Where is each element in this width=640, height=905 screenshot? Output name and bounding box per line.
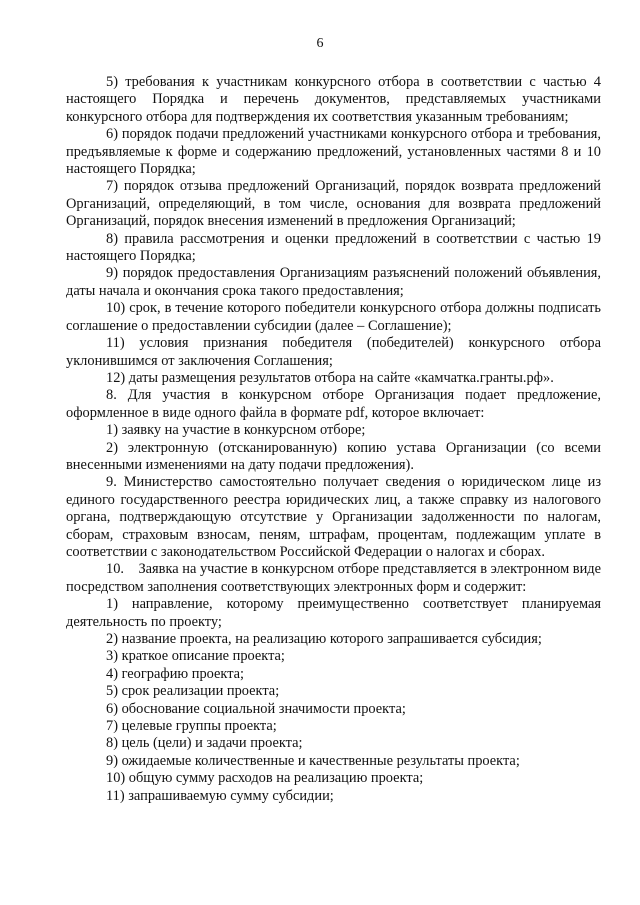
paragraph: 9) порядок предоставления Организациям разъяснений положений объявления, даты начала и окончания срока такого предоставления; (66, 265, 601, 299)
paragraph: 11) запрашиваемую сумму субсидии; (106, 787, 334, 804)
paragraph: 6) порядок подачи предложений участниками конкурсного отбора и требования, предъявляемые к форме и содержанию предложений, установленных частями 8 и 10 настоящего Порядка; (66, 126, 601, 178)
paragraph: 4) географию проекта; (106, 665, 245, 682)
paragraph: 11) условия признания победителя (победителей) конкурсного отбора уклонившимся от заключения Соглашения; (66, 335, 601, 369)
paragraph: 2) название проекта, на реализацию которого запрашивается субсидия; (106, 631, 542, 647)
paragraph: 8) цель (цели) и задачи проекта; (106, 735, 303, 752)
paragraph: 7) порядок отзыва предложений Организаций, порядок возврата предложений Организаций, определяющий, в том числе, основания для возврата предложений Организаций, порядок внесения изменений в предложения Организаций; (66, 178, 601, 230)
paragraph: 5) требования к участникам конкурсного отбора в соответствии с частью 4 настоящего Порядка и перечень документов, представляемых участниками конкурсного отбора для подтверждения их соответствия указанным требованиям; (66, 74, 601, 125)
paragraph: 9) ожидаемые количественные и качественные результаты проекта; (106, 752, 520, 769)
paragraph: 3) краткое описание проекта; (106, 648, 285, 665)
document-body (66, 74, 601, 805)
paragraph: 10. Заявка на участие в конкурсном отборе представляется в электронном виде посредством заполнения соответствующих электронных форм и содержит: (66, 561, 601, 595)
paragraph: 10) общую сумму расходов на реализацию проекта; (106, 770, 424, 787)
paragraph: 1) направление, которому преимущественно соответствует планируемая деятельность по проекту; (66, 596, 601, 630)
paragraph: 6) обоснование социальной значимости проекта; (106, 700, 406, 717)
paragraph: 9. Министерство самостоятельно получает сведения о юридическом лице из единого государственного реестра юридических лиц, а также справку из налогового органа, подтверждающую отсутствие у Организации задолженности по налогам, сборам, страховым взносам, пеням, штрафам, процентам, подлежащим уплате в соответствии с законодательством Российской Федерации о налогах и сборах. (66, 474, 601, 560)
paragraph: 8. Для участия в конкурсном отборе Организация подает предложение, оформленное в виде одного файла в формате pdf, которое включает: (66, 387, 601, 421)
paragraph: 12) даты размещения результатов отбора на сайте «камчатка.гранты.рф». (106, 369, 554, 386)
paragraph: 1) заявку на участие в конкурсном отборе; (106, 422, 366, 439)
paragraph: 2) электронную (отсканированную) копию устава Организации (со всеми внесенными изменениями на дату подачи предложения). (66, 439, 601, 473)
paragraph: 7) целевые группы проекта; (106, 718, 277, 735)
paragraph: 5) срок реализации проекта; (106, 683, 280, 700)
paragraph: 8) правила рассмотрения и оценки предложений в соответствии с частью 19 настоящего Порядка; (66, 230, 601, 265)
page-number: 6 (316, 36, 324, 51)
paragraph: 10) срок, в течение которого победители конкурсного отбора должны подписать соглашение о предоставлении субсидии (далее – Соглашение); (66, 300, 601, 334)
